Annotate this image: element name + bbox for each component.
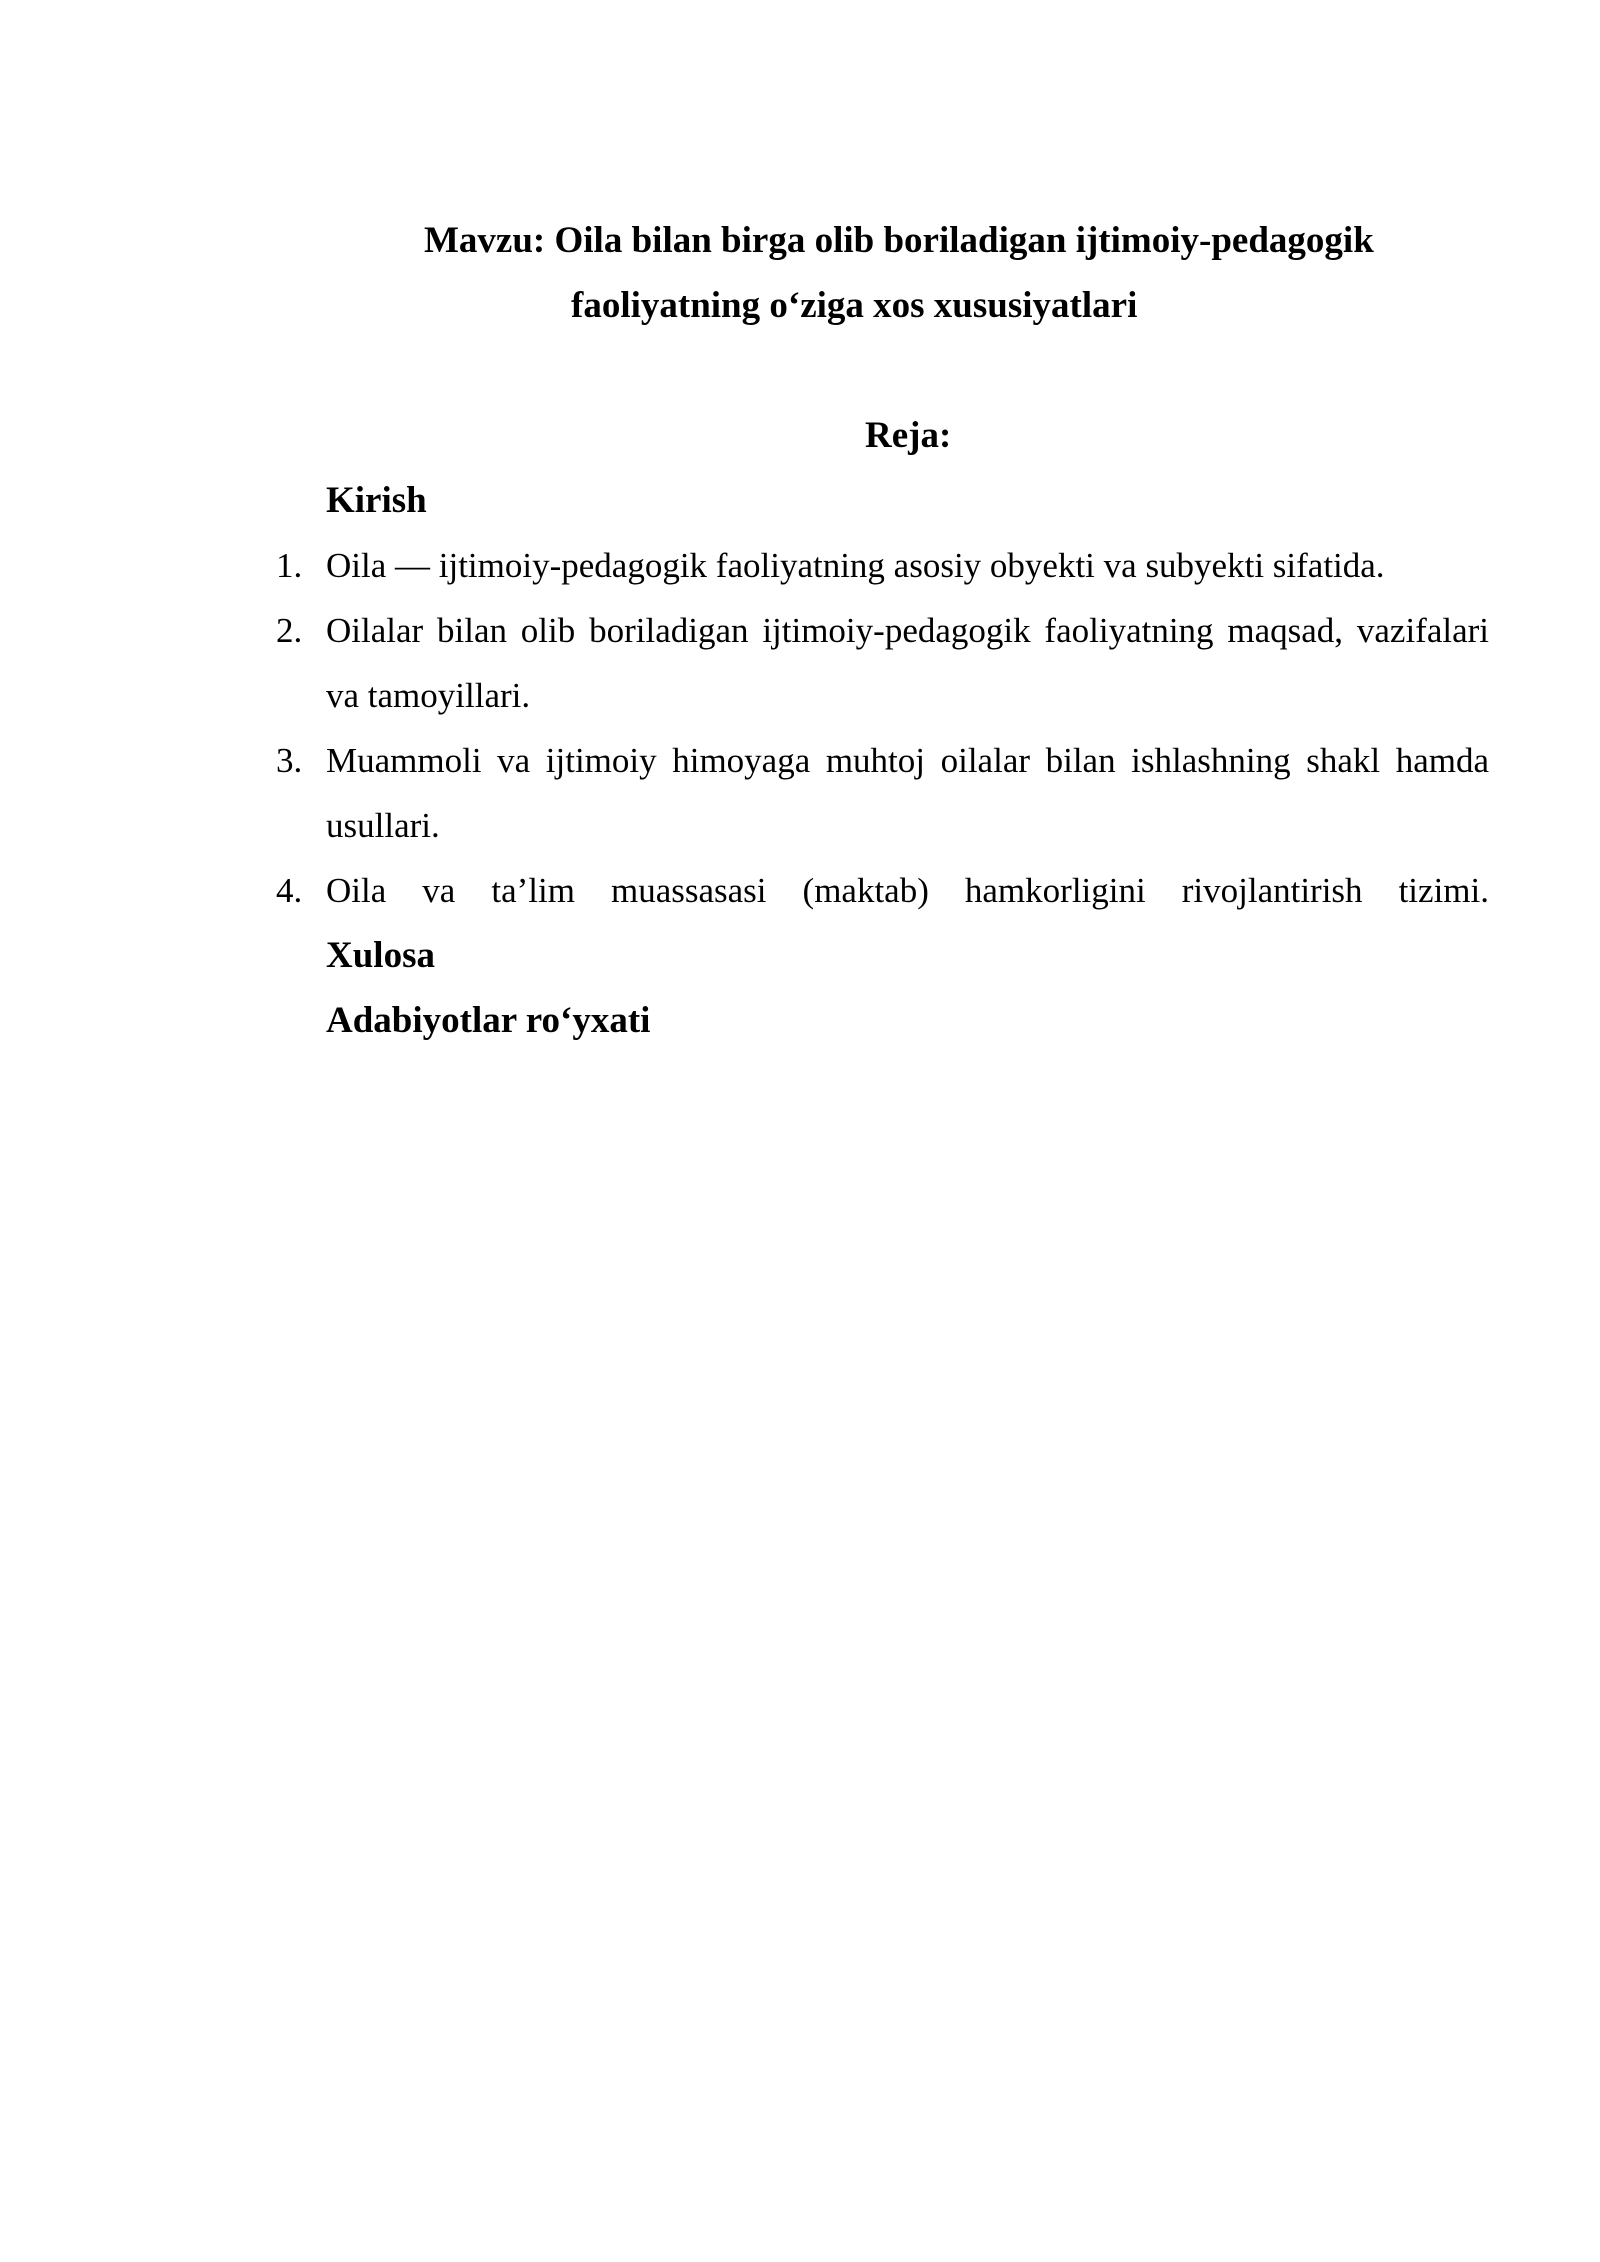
plan-item — [276, 728, 1489, 858]
document-title-line-2: faoliyatning o‘ziga xos xususiyatlari — [571, 285, 1138, 326]
plan-heading: Reja: — [865, 415, 952, 456]
plan-list — [276, 533, 1489, 923]
plan-item-number: 3. — [276, 741, 303, 780]
plan-item-text: Oila — ijtimoiy-pedagogik faoliyatning asosiy obyekti va subyekti sifatida. — [326, 546, 1385, 585]
plan-item-text: Oila va ta’lim muassasasi (maktab) hamkorligini rivojlantirish tizimi. — [326, 871, 1489, 910]
plan-item-number: 1. — [276, 546, 303, 585]
plan-item — [276, 533, 1489, 598]
plan-item — [276, 598, 1489, 728]
plan-item-number: 4. — [276, 871, 303, 910]
plan-item-text: Muammoli va ijtimoiy himoyaga muhtoj oilalar bilan ishlashning shakl hamda usullari. — [326, 741, 1489, 845]
plan-item-number: 2. — [276, 611, 303, 650]
plan-content — [276, 468, 1489, 1053]
document-title-line-1: Mavzu: Oila bilan birga olib boriladigan ijtimoiy-pedagogik — [424, 220, 1374, 261]
intro-label: Kirish — [326, 480, 427, 521]
conclusion-label: Xulosa — [326, 935, 435, 976]
plan-item — [276, 858, 1489, 923]
references-label: Adabiyotlar ro‘yxati — [326, 1000, 651, 1041]
plan-item-text: Oilalar bilan olib boriladigan ijtimoiy-pedagogik faoliyatning maqsad, vazifalari va tamoyillari. — [326, 611, 1489, 715]
